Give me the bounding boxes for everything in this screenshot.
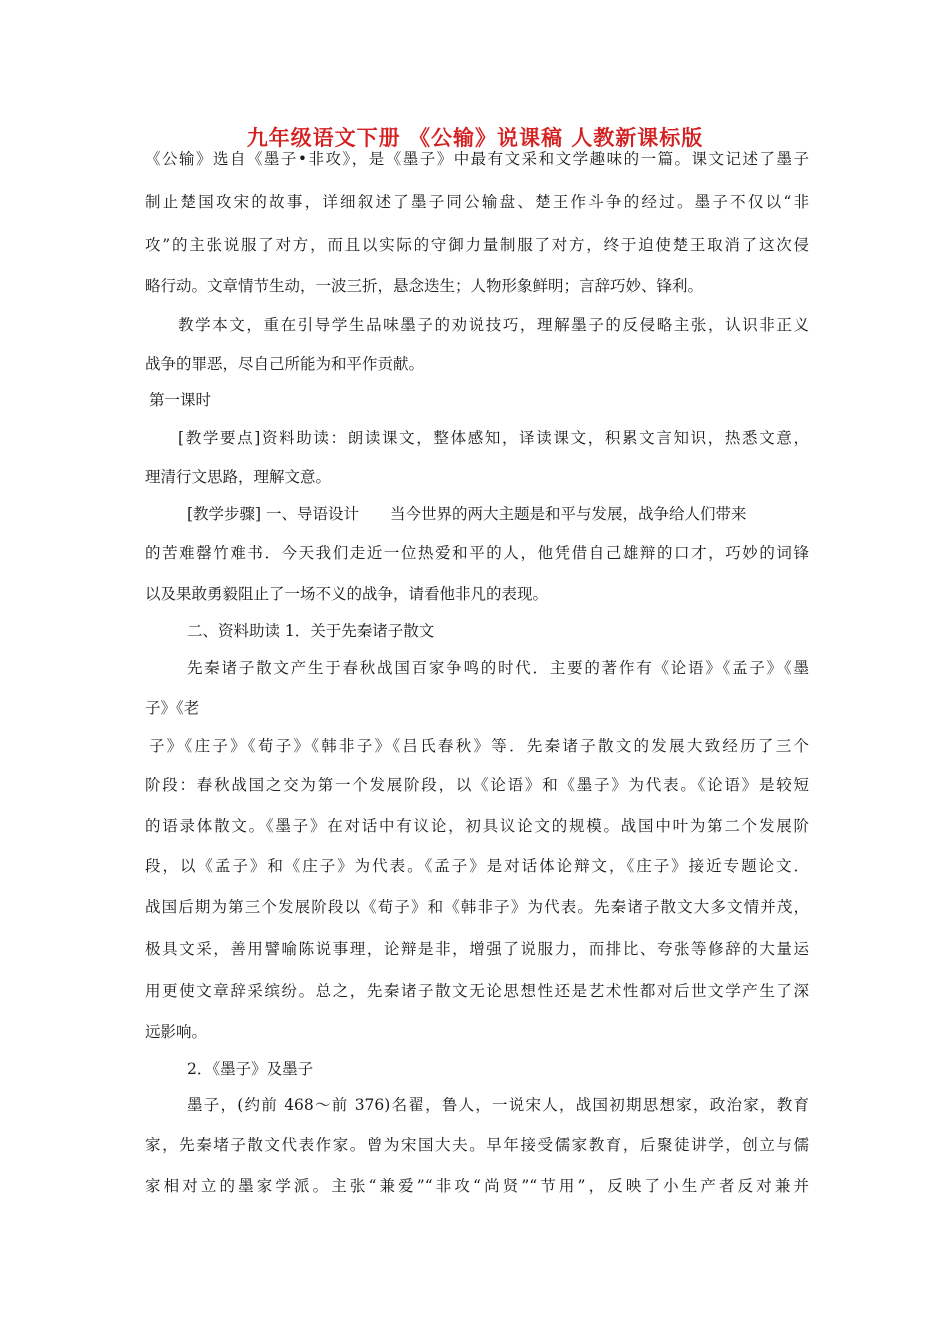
text-line: 战争的罪恶，尽自己所能为和平作贡献。 bbox=[145, 355, 425, 373]
text-line: 制止楚国攻宋的故事，详细叙述了墨子同公输盘、楚王作斗争的经过。墨子不仅以“非 bbox=[145, 193, 809, 211]
text-line: 战国后期为第三个发展阶段以《荀子》和《韩非子》为代表。先秦诸子散文大多文情并茂， bbox=[145, 898, 809, 916]
section-heading: 第一课时 bbox=[149, 391, 212, 409]
text-line: 家相对立的墨家学派。主张“兼爱”“非攻“尚贤”“节用”，反映了小生产者反对兼并 bbox=[145, 1177, 809, 1195]
text-line: 理清行文思路，理解文意。 bbox=[145, 468, 332, 486]
text-line: [教学要点]资料助读：朗读课文，整体感知，译读课文，积累文言知识，热悉文意， bbox=[178, 429, 809, 447]
text-line: 的语录体散文。《墨子》在对话中有议论，初具议论文的规模。战国中叶为第二个发展阶 bbox=[145, 817, 809, 835]
text-line: 先秦诸子散文产生于春秋战国百家争鸣的时代．主要的著作有《论语》《孟子》《墨 bbox=[187, 659, 809, 677]
text-line: 用更使文章辞采缤纷。总之，先秦诸子散文无论思想性还是艺术性都对后世文学产生了深 bbox=[145, 982, 809, 1000]
text-line: 《公输》选自《墨子•非攻》，是《墨子》中最有文采和文学趣味的一篇。课文记述了墨子 bbox=[145, 150, 809, 168]
text-line: 子》《老 bbox=[145, 699, 200, 717]
text-line: 教学本文，重在引导学生品味墨子的劝说技巧，理解墨子的反侵略主张，认识非正义 bbox=[178, 316, 809, 334]
text-line: 攻”的主张说服了对方，而且以实际的守御力量制服了对方，终于迫使楚王取消了这次侵 bbox=[145, 236, 809, 254]
text-line: 家，先秦堵子散文代表作家。曾为宋国大夫。早年接受儒家教育，后聚徒讲学，创立与儒 bbox=[145, 1136, 809, 1154]
document-title: 九年级语文下册 《公输》说课稿 人教新课标版 bbox=[246, 126, 704, 150]
text-line: 远影响。 bbox=[145, 1023, 208, 1041]
section-heading: 二、资料助读 1．关于先秦诸子散文 bbox=[187, 622, 435, 640]
text-line: 略行动。文章情节生动，一波三折，悬念迭生；人物形象鲜明；言辞巧妙、锋利。 bbox=[145, 277, 704, 295]
section-heading: 2．《墨子》及墨子 bbox=[187, 1060, 314, 1078]
text-line: 墨子，(约前 468～前 376)名翟，鲁人，一说宋人，战国初期思想家，政治家，教育 bbox=[187, 1096, 809, 1114]
text-line: 阶段：春秋战国之交为第一个发展阶段，以《论语》和《墨子》为代表。《论语》是较短 bbox=[145, 776, 809, 794]
text-line: [教学步骤] 一、导语设计 当今世界的两大主题是和平与发展，战争给人们带来 bbox=[187, 505, 747, 523]
text-line: 子》《庄子》《荀子》《韩非子》《吕氏春秋》等．先秦诸子散文的发展大致经历了三个 bbox=[149, 737, 809, 755]
text-line: 极具文采，善用譬喻陈说事理，论辩是非，增强了说服力，而排比、夸张等修辞的大量运 bbox=[145, 940, 809, 958]
text-line: 以及果敢勇毅阻止了一场不义的战争，请看他非凡的表现。 bbox=[145, 585, 549, 603]
text-line: 段，以《孟子》和《庄子》为代表。《孟子》是对话体论辩文，《庄子》接近专题论文． bbox=[145, 857, 809, 875]
text-line: 的苦难罄竹难书．今天我们走近一位热爱和平的人，他凭借自己雄辩的口才，巧妙的词锋 bbox=[145, 544, 809, 562]
